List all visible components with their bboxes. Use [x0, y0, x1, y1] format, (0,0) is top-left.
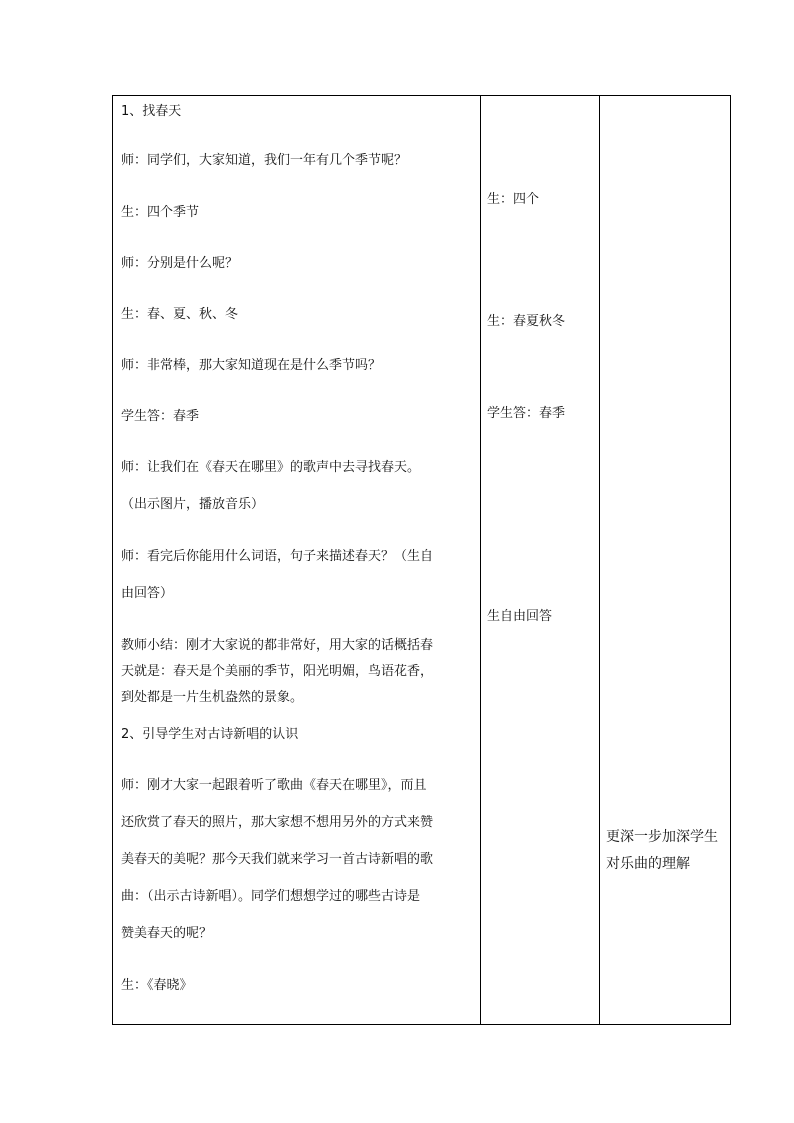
dialogue-line: 师：看完后你能用什么词语，句子来描述春天？（生自 [121, 549, 434, 564]
dialogue-line: 师：非常棒，那大家知道现在是什么季节吗？ [121, 358, 382, 373]
dialogue-line: （出示图片，播放音乐） [121, 497, 265, 512]
section-2-title: 2、引导学生对古诗新唱的认识 [121, 727, 299, 742]
dialogue-line: 生：四个季节 [121, 205, 200, 220]
dialogue-line: 生：春、夏、秋、冬 [121, 307, 239, 322]
teacher-activity-column [113, 96, 481, 1024]
student-response: 生：春夏秋冬 [487, 314, 566, 329]
dialogue-line: 师：让我们在《春天在哪里》的歌声中去寻找春天。 [121, 460, 421, 475]
dialogue-line: 赞美春天的呢？ [121, 926, 213, 941]
design-intent-column [599, 96, 730, 1024]
dialogue-line: 美春天的美呢？那今天我们就来学习一首古诗新唱的歌 [121, 852, 434, 867]
dialogue-line: 曲：（出示古诗新唱）。同学们想想学过的哪些古诗是 [121, 889, 421, 904]
student-activity-column [480, 96, 600, 1024]
dialogue-line: 学生答：春季 [121, 409, 200, 424]
dialogue-line: 由回答） [121, 586, 174, 601]
student-response: 生自由回答 [487, 609, 553, 624]
summary-line: 教师小结：刚才大家说的都非常好，用大家的话概括春 [121, 638, 434, 653]
student-response: 生：四个 [487, 192, 540, 207]
lesson-table [112, 95, 731, 1025]
summary-line: 天就是：春天是个美丽的季节，阳光明媚，鸟语花香， [121, 664, 434, 679]
dialogue-line: 还欣赏了春天的照片，那大家想不想用另外的方式来赞 [121, 815, 434, 830]
dialogue-line: 师：同学们，大家知道，我们一年有几个季节呢？ [121, 153, 408, 168]
dialogue-line: 生：《春晓》 [121, 978, 193, 993]
student-response: 学生答：春季 [487, 406, 566, 421]
dialogue-line: 师：刚才大家一起跟着听了歌曲《春天在哪里》，而且 [121, 778, 427, 793]
design-intent-text: 更深一步加深学生对乐曲的理解 [606, 829, 718, 872]
section-1-title: 1、找春天 [121, 104, 182, 119]
dialogue-line: 师：分别是什么呢？ [121, 256, 239, 271]
summary-line: 到处都是一片生机盎然的景象。 [121, 690, 304, 705]
